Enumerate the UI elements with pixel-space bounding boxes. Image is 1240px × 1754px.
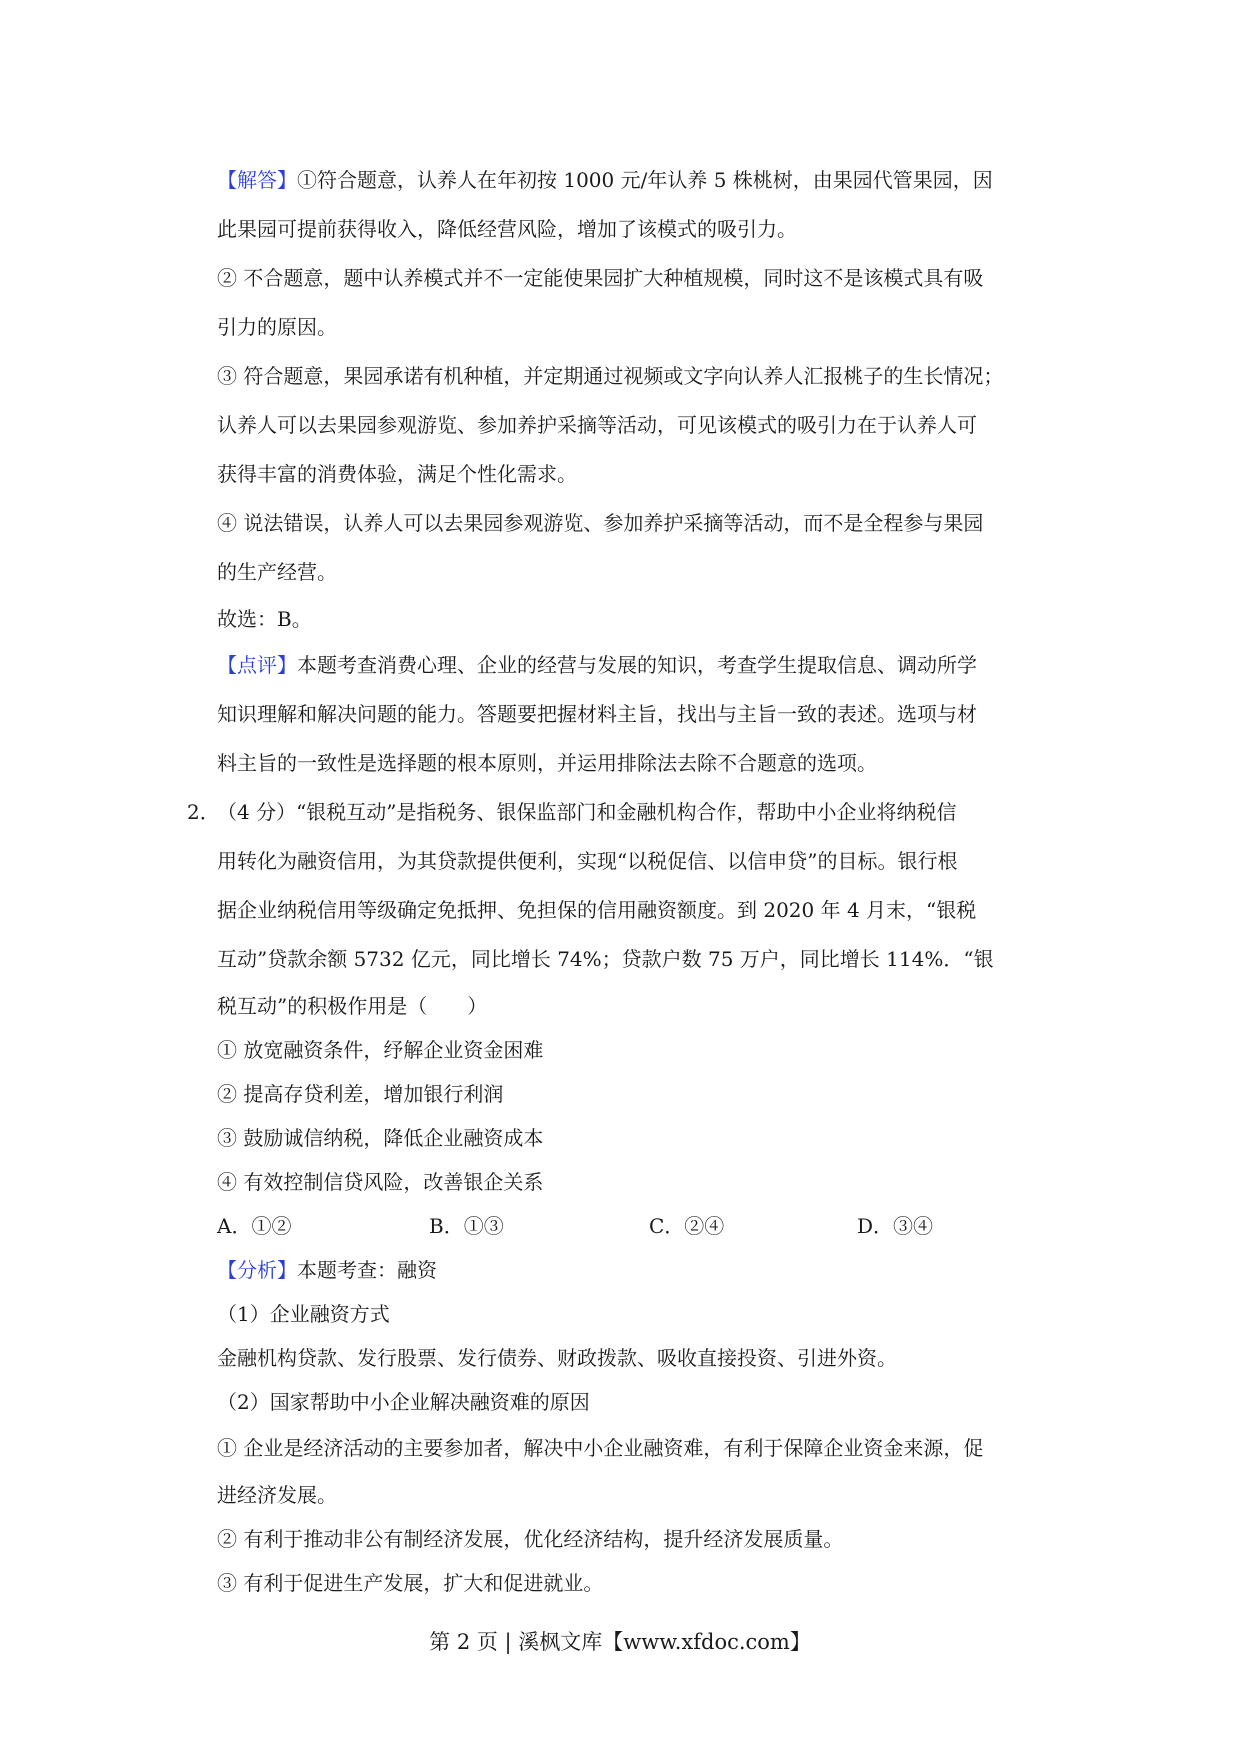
question-number: 2． — [187, 800, 220, 824]
question-line-3: 据企业纳税信用等级确定免抵押、免担保的信用融资额度。到 2020 年 4 月末，“银税 — [217, 898, 977, 922]
comment-line-1: 【点评】本题考查消费心理、企业的经营与发展的知识，考查学生提取信息、调动所学 — [217, 653, 977, 677]
analysis-line-1: 【分析】本题考查：融资 — [217, 1258, 437, 1282]
answer-line-1: 【解答】①符合题意，认养人在年初按 1000 元/年认养 5 株桃树，由果园代管果园，因 — [217, 168, 993, 192]
option-a: A．①② — [217, 1214, 292, 1238]
comment-line-3: 料主旨的一致性是选择题的根本原则，并运用排除法去除不合题意的选项。 — [217, 751, 877, 775]
question-item-1: ① 放宽融资条件，纾解企业资金困难 — [217, 1038, 544, 1062]
question-line-1: （4 分）“银税互动”是指税务、银保监部门和金融机构合作，帮助中小企业将纳税信 — [217, 800, 957, 824]
answer-line-2: 此果园可提前获得收入，降低经营风险，增加了该模式的吸引力。 — [217, 217, 797, 241]
answer-line-4: 引力的原因。 — [217, 315, 337, 339]
analysis-reason-1b: 进经济发展。 — [217, 1483, 337, 1507]
question-line-5: 税互动”的积极作用是（ ） — [217, 994, 488, 1018]
comment-line-2: 知识理解和解决问题的能力。答题要把握材料主旨，找出与主旨一致的表述。选项与材 — [217, 702, 977, 726]
page-footer: 第 2 页 | 溪枫文库【www.xfdoc.com】 — [429, 1630, 811, 1654]
answer-tag: 【解答】 — [217, 168, 297, 192]
question-item-4: ④ 有效控制信贷风险，改善银企关系 — [217, 1170, 544, 1194]
analysis-tag: 【分析】 — [217, 1258, 297, 1282]
answer-line-6: 认养人可以去果园参观游览、参加养护采摘等活动，可见该模式的吸引力在于认养人可 — [217, 413, 977, 437]
question-2 — [187, 788, 1057, 1248]
analysis-sub-2: （2）国家帮助中小企业解决融资难的原因 — [217, 1390, 590, 1414]
answer-line-9: 的生产经营。 — [217, 560, 337, 584]
answer-line-8: ④ 说法错误，认养人可以去果园参观游览、参加养护采摘等活动，而不是全程参与果园 — [217, 511, 984, 535]
answer-line-3: ② 不合题意，题中认养模式并不一定能使果园扩大种植规模，同时这不是该模式具有吸 — [217, 266, 984, 290]
answer-line-5: ③ 符合题意，果园承诺有机种植，并定期通过视频或文字向认养人汇报桃子的生长情况； — [217, 364, 1004, 388]
analysis-reason-2: ② 有利于推动非公有制经济发展，优化经济结构，提升经济发展质量。 — [217, 1527, 844, 1551]
page-content — [187, 156, 1057, 1605]
option-b: B．①③ — [429, 1214, 504, 1238]
question-line-2: 用转化为融资信用，为其贷款提供便利，实现“以税促信、以信申贷”的目标。银行根 — [217, 849, 958, 873]
answer-options — [217, 1204, 1057, 1248]
option-c: C．②④ — [649, 1214, 725, 1238]
analysis-sub-1: （1）企业融资方式 — [217, 1302, 390, 1326]
option-d: D．③④ — [857, 1214, 934, 1238]
analysis-reason-3: ③ 有利于促进生产发展，扩大和促进就业。 — [217, 1571, 604, 1595]
comment-tag: 【点评】 — [217, 653, 297, 677]
analysis-reason-1a: ① 企业是经济活动的主要参加者，解决中小企业融资难，有利于保障企业资金来源，促 — [217, 1436, 984, 1460]
question-line-4: 互动”贷款余额 5732 亿元，同比增长 74%；贷款户数 75 万户，同比增长 114%．“银 — [217, 947, 994, 971]
answer-choice: 故选：B。 — [217, 607, 312, 631]
question-item-3: ③ 鼓励诚信纳税，降低企业融资成本 — [217, 1126, 544, 1150]
analysis-sub-1-text: 金融机构贷款、发行股票、发行债券、财政拨款、吸收直接投资、引进外资。 — [217, 1346, 897, 1370]
question-item-2: ② 提高存贷利差，增加银行利润 — [217, 1082, 504, 1106]
answer-line-7: 获得丰富的消费体验，满足个性化需求。 — [217, 462, 577, 486]
